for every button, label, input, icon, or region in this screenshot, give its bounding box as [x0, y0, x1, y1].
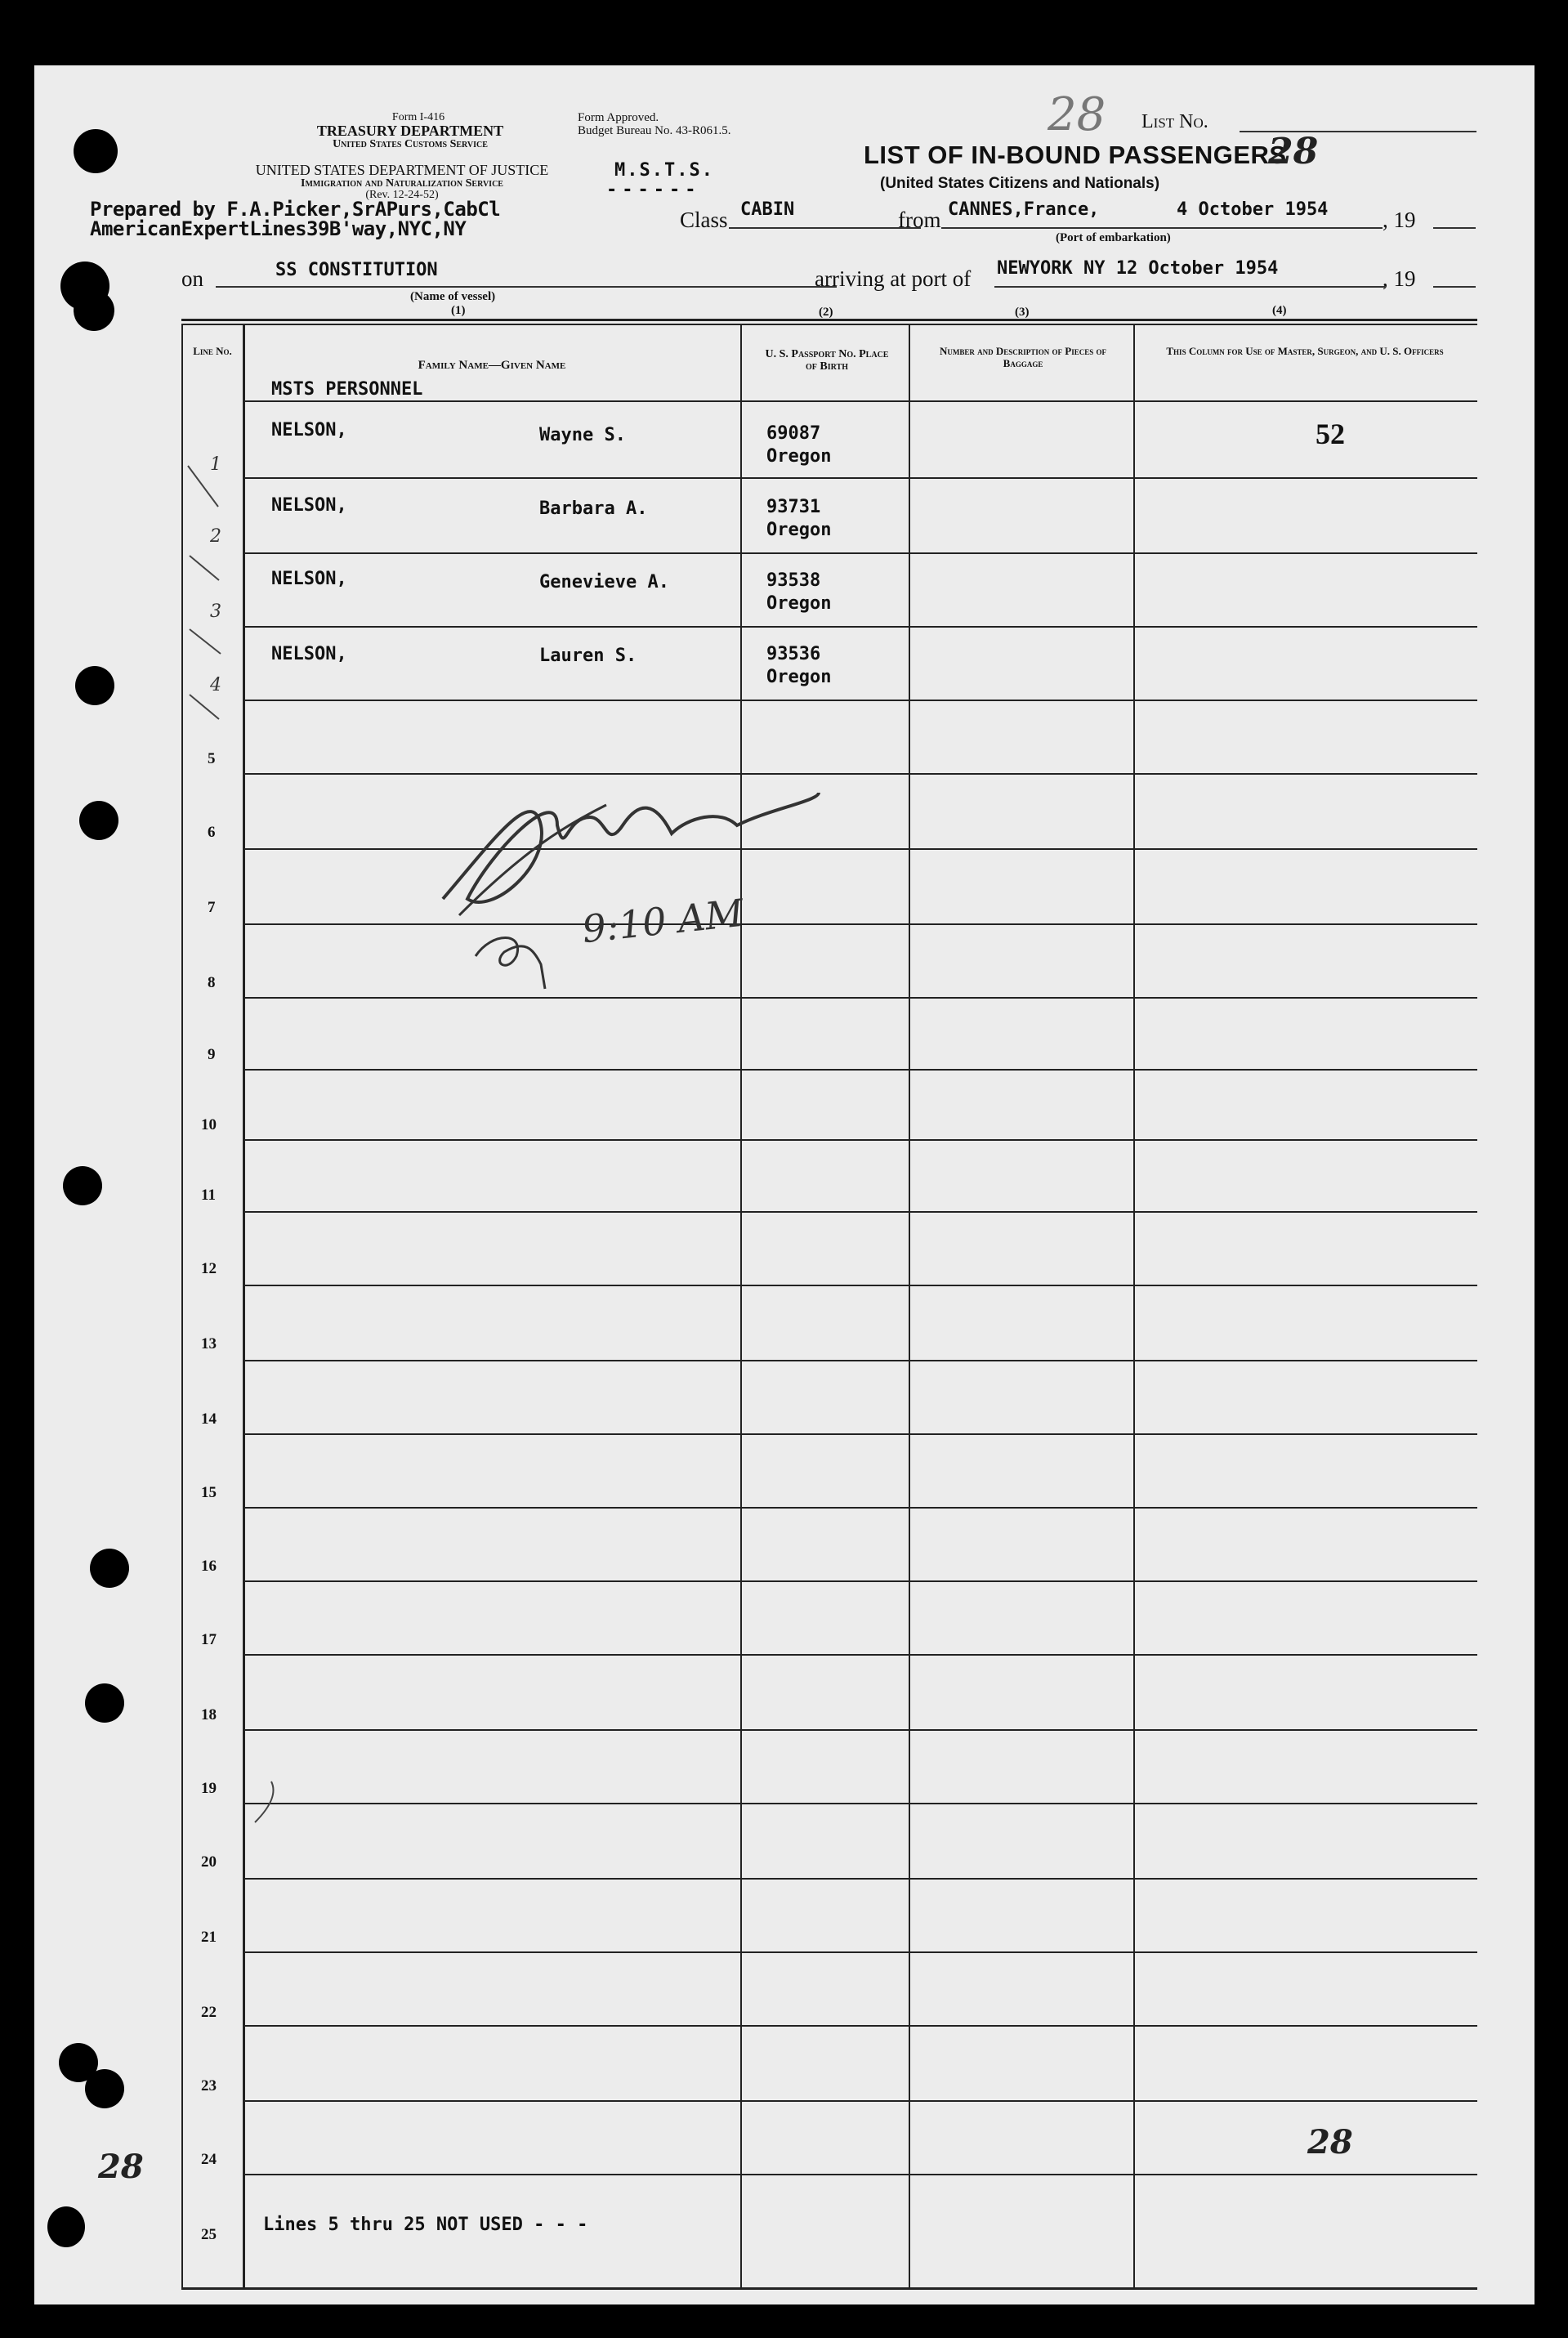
line-number: 2	[210, 526, 221, 547]
line-number: 12	[201, 1260, 217, 1277]
place-of-birth: Oregon	[766, 667, 832, 687]
given-name: Barbara A.	[539, 498, 648, 519]
manifest-page	[34, 65, 1534, 2304]
family-name: NELSON,	[271, 644, 347, 664]
line-number: 20	[201, 1853, 217, 1871]
class-label: Class	[680, 208, 728, 232]
list-number-value: 28	[1268, 131, 1319, 172]
vessel-caption: (Name of vessel)	[410, 290, 496, 303]
line-number: 5	[208, 750, 216, 767]
arriving-label: arriving at port of	[815, 266, 972, 291]
line-number: 11	[201, 1187, 216, 1204]
justice-department: UNITED STATES DEPARTMENT OF JUSTICE	[255, 162, 549, 178]
lines-not-used-note: Lines 5 thru 25 NOT USED - - -	[263, 2215, 588, 2235]
passport-number: 69087	[766, 423, 821, 444]
line-number: 6	[208, 824, 216, 841]
line-number: 24	[201, 2151, 217, 2168]
passport-number: 93536	[766, 644, 821, 664]
from-date: 4 October 1954	[1177, 199, 1329, 220]
line-number: 17	[201, 1631, 217, 1648]
line-number: 23	[201, 2077, 217, 2094]
class-value: CABIN	[740, 199, 795, 220]
from-label: from	[898, 208, 941, 232]
revision-date: (Rev. 12-24-52)	[365, 189, 439, 201]
line-number: 16	[201, 1558, 217, 1575]
list-subtitle: (United States Citizens and Nationals)	[880, 175, 1160, 192]
tick-mark-icon	[188, 466, 221, 719]
line-number: 25	[201, 2226, 217, 2243]
list-no-label: List No.	[1141, 111, 1208, 132]
prepared-by-line1: Prepared by F.A.Picker,SrAPurs,CabCl	[90, 198, 501, 221]
column-number-1: (1)	[451, 304, 466, 317]
line-number: 22	[201, 2004, 217, 2021]
group-label: MSTS PERSONNEL	[271, 379, 423, 400]
ins-line: Immigration and Naturalization Service	[301, 177, 503, 190]
customs-service: United States Customs Service	[333, 138, 488, 150]
line-number: 21	[201, 1929, 217, 1946]
on-label: on	[181, 266, 203, 291]
officer-note: 28	[1307, 2123, 1353, 2161]
family-name: NELSON,	[271, 420, 347, 440]
signature-icon	[443, 793, 819, 902]
given-name: Genevieve A.	[539, 572, 669, 592]
line-number: 10	[201, 1116, 217, 1133]
from-port: CANNES,France,	[948, 199, 1100, 220]
given-name: Wayne S.	[539, 425, 626, 445]
column-number-4: (4)	[1272, 304, 1287, 317]
place-of-birth: Oregon	[766, 593, 832, 614]
col-header-line-no: Line No.	[193, 345, 232, 357]
col-header-officers: This Column for Use of Master, Surgeon, and U. S. Officers	[1166, 345, 1444, 357]
col-header-name: Family Name—Given Name	[418, 359, 566, 372]
line-number: 15	[201, 1484, 217, 1501]
tick-mark-icon	[255, 1781, 274, 1822]
column-number-2: (2)	[819, 306, 833, 319]
form-number: Form I-416	[391, 111, 445, 123]
line-number: 19	[201, 1780, 217, 1797]
place-of-birth: Oregon	[766, 446, 832, 467]
initials-icon	[476, 938, 545, 990]
list-title: LIST OF IN-BOUND PASSENGERS	[864, 141, 1287, 169]
passport-number: 93731	[766, 497, 821, 517]
year-suffix-2: , 19	[1383, 266, 1416, 291]
msts-underline: ------	[606, 180, 701, 200]
arrival-port-date: NEWYORK NY 12 October 1954	[997, 258, 1279, 279]
line-number: 7	[208, 899, 216, 916]
handwritten-time: 9:10 AM	[579, 890, 746, 952]
given-name: Lauren S.	[539, 646, 637, 666]
family-name: NELSON,	[271, 495, 347, 516]
column-number-3: (3)	[1015, 306, 1030, 319]
line-number: 8	[208, 974, 216, 991]
line-number: 3	[210, 601, 221, 622]
line-number: 14	[201, 1410, 217, 1428]
msts-stamp: M.S.T.S.	[614, 160, 714, 181]
place-of-birth: Oregon	[766, 520, 832, 540]
line-number: 1	[210, 454, 221, 475]
col-header-passport: U. S. Passport No. Place of Birth	[765, 348, 889, 373]
line-number: 18	[201, 1706, 217, 1723]
form-approved: Form Approved.	[578, 111, 659, 124]
year-suffix-1: , 19	[1383, 208, 1416, 232]
budget-bureau: Budget Bureau No. 43-R061.5.	[578, 124, 731, 137]
officer-note: 52	[1316, 418, 1345, 450]
handwritten-annotations	[34, 65, 1534, 2304]
prepared-by-line2: AmericanExpertLines39B'way,NYC,NY	[90, 217, 467, 240]
margin-number: 28	[98, 2148, 144, 2186]
line-number: 4	[210, 675, 221, 695]
line-number: 9	[208, 1046, 216, 1063]
family-name: NELSON,	[271, 569, 347, 589]
vessel-name: SS CONSTITUTION	[275, 260, 438, 280]
list-number-handwritten: 28	[1048, 88, 1106, 141]
treasury-department: TREASURY DEPARTMENT	[316, 123, 504, 139]
col-header-baggage: Number and Description of Pieces of Baggage	[940, 345, 1106, 369]
line-number: 13	[201, 1335, 217, 1352]
port-embarkation-caption: (Port of embarkation)	[1056, 231, 1171, 244]
passport-number: 93538	[766, 570, 821, 591]
